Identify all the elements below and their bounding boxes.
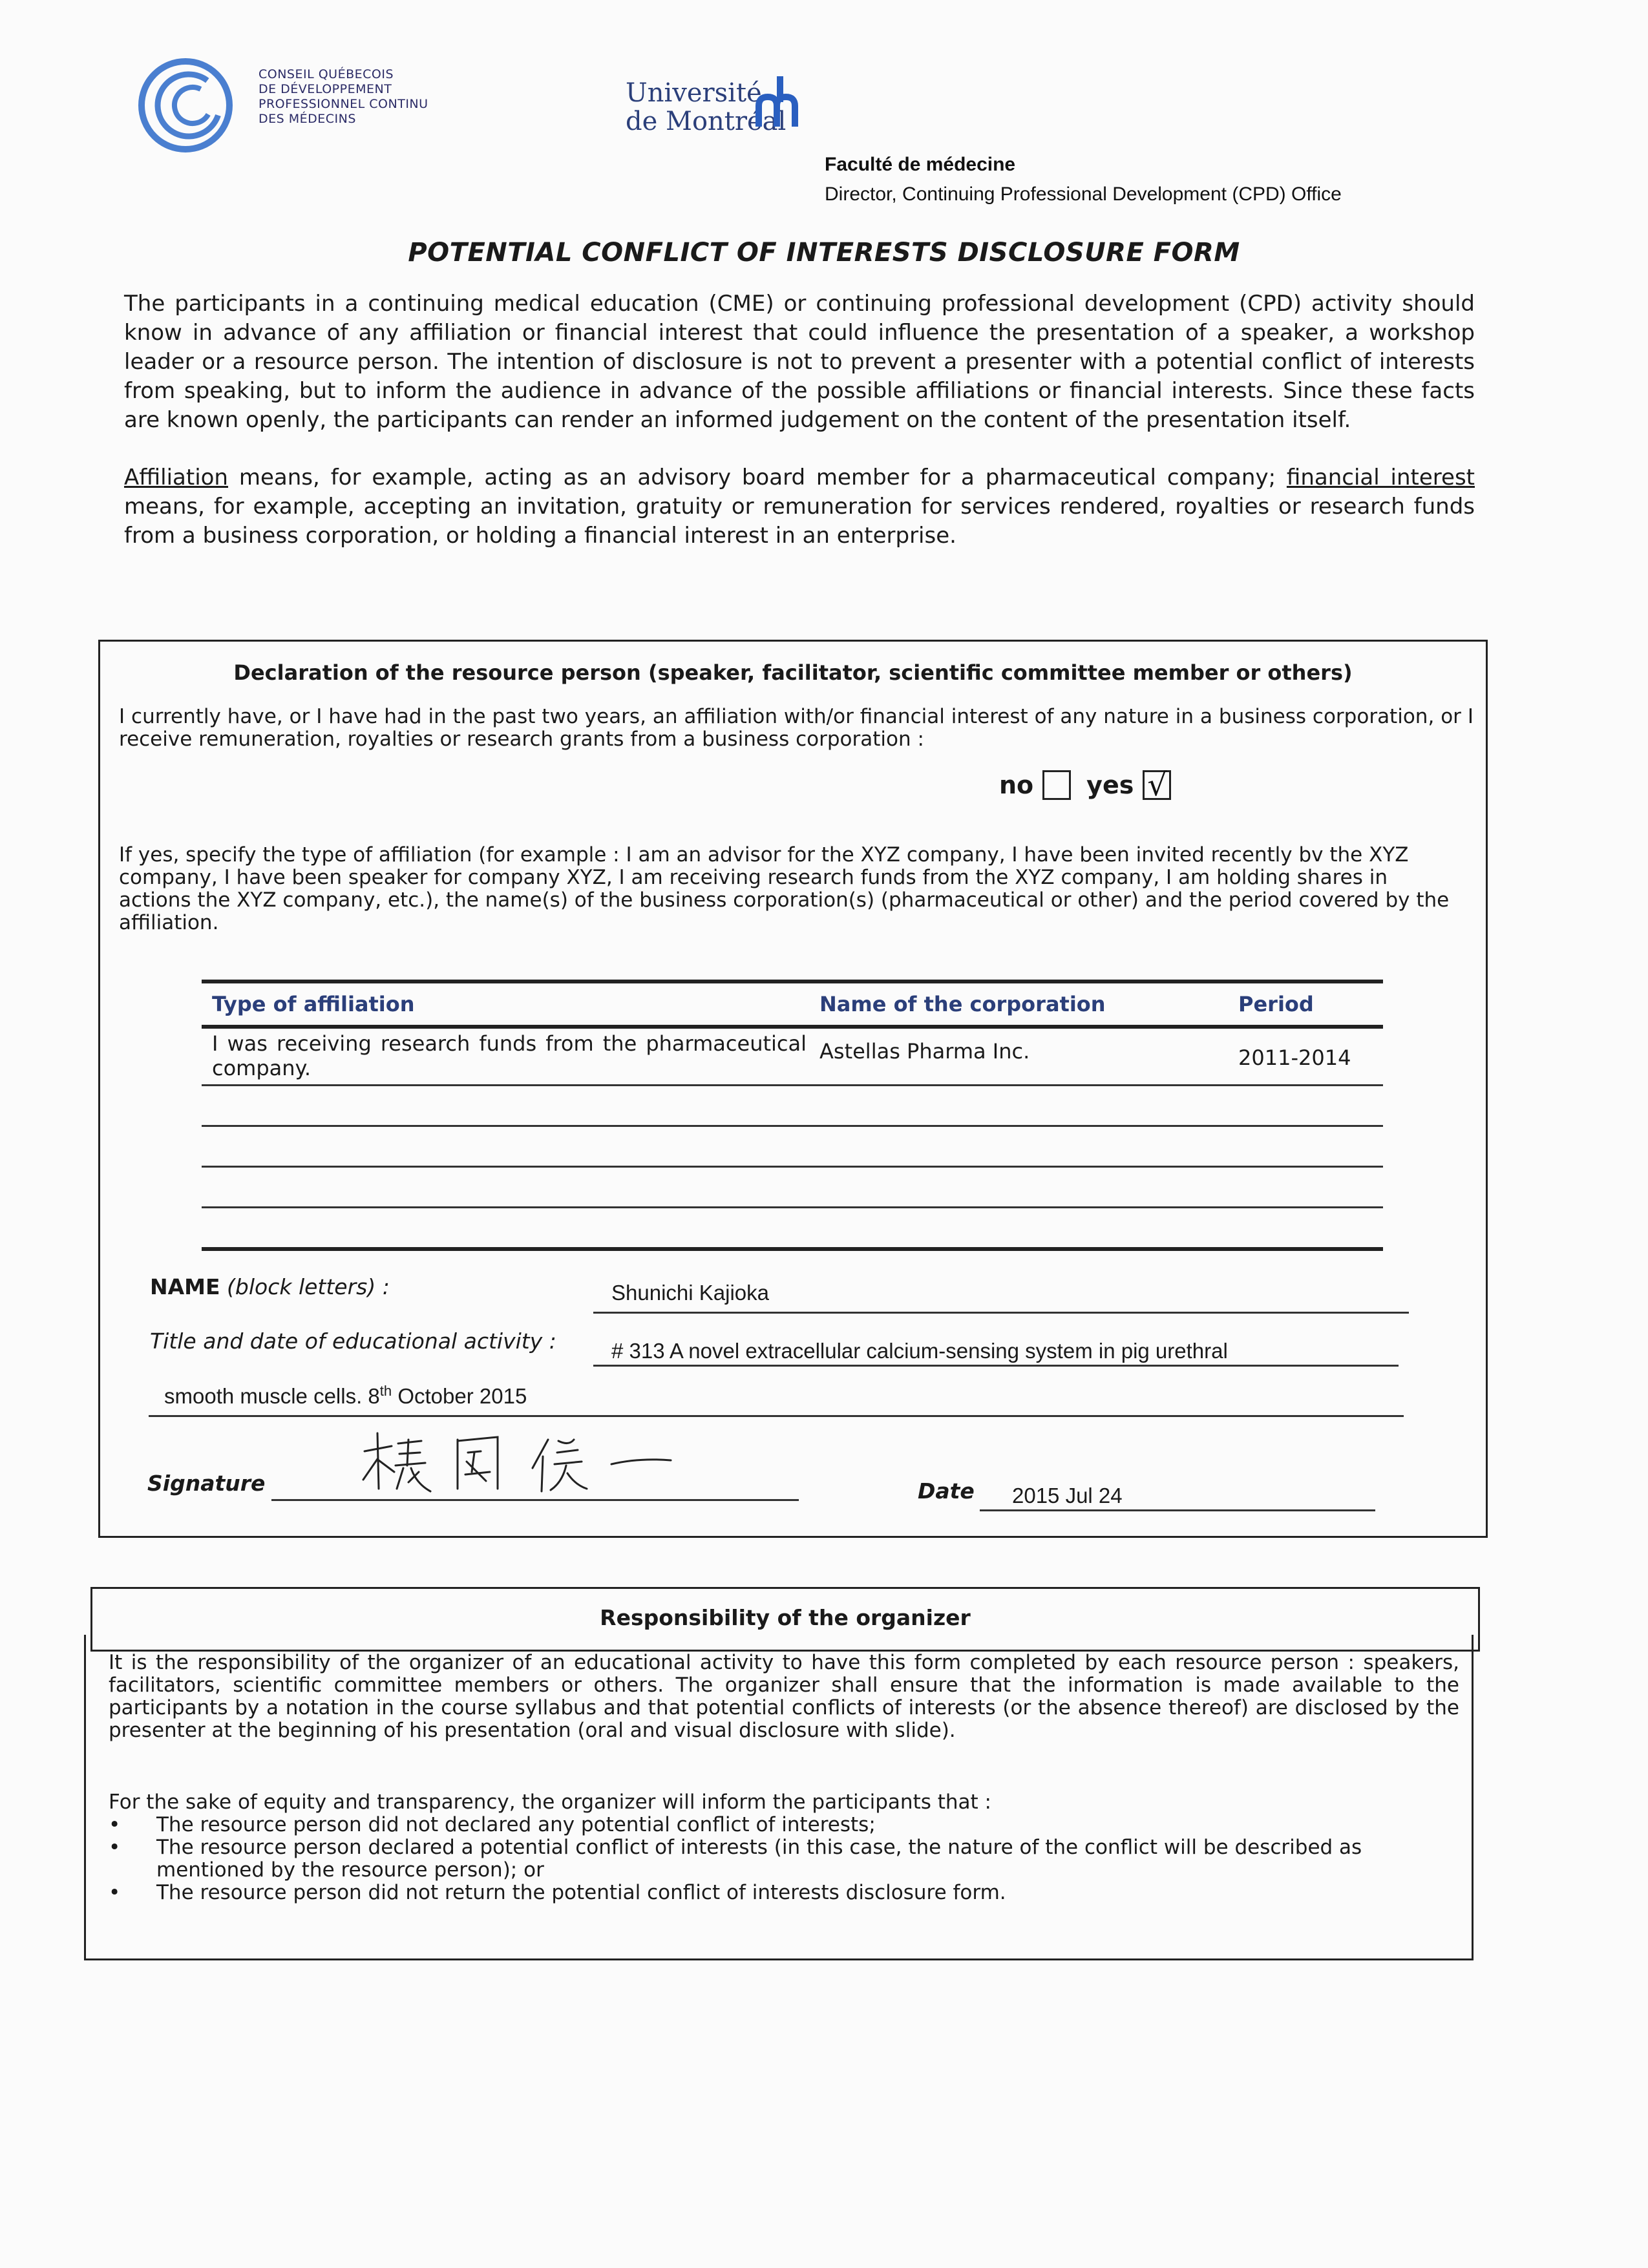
table-bottom-rule [202,1247,1383,1251]
affiliation-term: Affiliation [124,465,228,490]
no-label: no [999,771,1034,799]
yes-checkbox[interactable] [1143,767,1171,803]
table-row-rule [202,1166,1383,1168]
name-label [150,1274,390,1299]
cqdpcm-logo-icon [137,57,234,154]
checkmark-icon: √ [1147,767,1167,803]
transparency-intro: For the sake of equity and transparency, the organizer will inform the participants that : [109,1790,991,1814]
activity-label: Title and date of educational activity : [150,1328,556,1354]
transparency-statement [109,1791,1459,1904]
header-type-of-affiliation: Type of affiliation [212,992,415,1016]
table-row-rule [202,1125,1383,1127]
financial-interest-term: financial interest [1286,465,1475,490]
if-yes-instructions: If yes, specify the type of affiliation (for example : I am an advisor for the XYZ company, I have been invited recently bv the XYZ company, I have been speaker for company XYZ, I am receiving research funds from the XYZ company, I am holding shares in actions the XYZ company, etc.), the name(s) of the business corporation(s) (pharmaceutical or other) and the period covered by the affiliation. [119,843,1450,934]
intro-paragraph-1: The participants in a continuing medical education (CME) or continuing professional development (CPD) activity should know in advance of any affiliation or financial interest that could influence the presentation of a speaker, a workshop leader or a resource person. The intention of disclosure is not to prevent a presenter with a potential conflict of interests from speaking, but to inform the audience in advance of the possible affiliations or financial interests. Since these facts are known openly, the participants can render an informed judgement on the content of the presentation itself. [124,291,1475,433]
udem-logo-icon [755,76,805,128]
form-title: POTENTIAL CONFLICT OF INTERESTS DISCLOSURE FORM [408,238,1240,268]
affiliation-definition: means, for example, acting as an advisory board member for a pharmaceutical company; [228,465,1287,490]
period-cell: 2011-2014 [1238,1045,1351,1070]
affiliation-type-cell: I was receiving research funds from the pharmaceutical company. [212,1031,807,1080]
name-label-strong: NAME [150,1274,220,1299]
table-header-row [202,983,1383,1025]
intro-text [124,289,1475,579]
declaration-heading: Declaration of the resource person (speaker, facilitator, scientific committee member or others) [233,660,1353,685]
activity-underline-1 [593,1365,1399,1367]
activity-value-line-1[interactable]: # 313 A novel extracellular calcium-sensing system in pig urethral [611,1339,1228,1363]
affiliation-table [202,980,1383,1251]
council-name [259,67,428,127]
council-line: DE DÉVELOPPEMENT [259,82,392,96]
name-label-hint: (block letters) : [220,1274,390,1299]
university-line-2: de Montréal [626,107,787,136]
date-underline [980,1509,1375,1511]
office-name: Director, Continuing Professional Development (CPD) Office [825,184,1342,205]
table-row-rule [202,1206,1383,1208]
list-item: • The resource person did not declared any potential conflict of interests; [109,1814,1459,1836]
ordinal-suffix: th [379,1383,392,1399]
activity-value-text: smooth muscle cells. 8 [164,1384,380,1408]
university-line-1: Université [626,78,762,108]
responsibility-paragraph: It is the responsibility of the organizer of an educational activity to have this form completed by each resource person : speakers, facilitators, scientific committee members or others. The organizer shall ensure that the information is made available to the participants by a notation in the course syllabus and that potential conflicts of interests (or the absence thereof) are disclosed by the presenter at the beginning of his presentation (oral and visual disclosure with slide). [109,1651,1459,1742]
signature-label: Signature [147,1471,266,1496]
yes-label: yes [1086,771,1134,799]
date-label: Date [918,1478,975,1504]
financial-interest-definition: means, for example, accepting an invitation, gratuity or remuneration for services rendered, royalties or research funds from a business corporation, or holding a financial interest in an enterprise. [124,494,1475,549]
disclosure-options-list [109,1814,1459,1904]
faculty-name: Faculté de médecine [825,154,1016,175]
name-underline [593,1312,1409,1314]
signature-line [271,1499,799,1501]
table-row-rule [202,1084,1383,1086]
declaration-question: I currently have, or I have had in the past two years, an affiliation with/or financial interest of any nature in a business corporation, or I receive remuneration, royalties or research grants from a business corporation : [119,705,1474,751]
activity-underline-2 [149,1415,1404,1417]
corporation-cell: Astellas Pharma Inc. [819,1039,1030,1064]
council-line: CONSEIL QUÉBECOIS [259,67,394,81]
table-row [202,1029,1383,1084]
council-line: PROFESSIONNEL CONTINU [259,97,428,111]
yes-no-options [999,767,1187,803]
responsibility-heading: Responsibility of the organizer [600,1605,971,1630]
intro-paragraph-2 [124,463,1475,551]
council-line: DES MÉDECINS [259,112,356,126]
no-checkbox[interactable] [1042,770,1071,800]
header-corporation-name: Name of the corporation [819,992,1106,1016]
name-value[interactable]: Shunichi Kajioka [611,1281,769,1305]
list-item: • The resource person declared a potential conflict of interests (in this case, the nature of the conflict will be described as mentioned by the resource person); or [109,1836,1459,1882]
handwritten-signature[interactable] [354,1427,716,1498]
activity-value-month: October 2015 [392,1384,527,1408]
date-value[interactable]: 2015 Jul 24 [1012,1484,1123,1507]
header-period: Period [1238,992,1314,1016]
activity-value-line-2[interactable] [164,1383,527,1409]
list-item: • The resource person did not return the potential conflict of interests disclosure form. [109,1882,1459,1904]
